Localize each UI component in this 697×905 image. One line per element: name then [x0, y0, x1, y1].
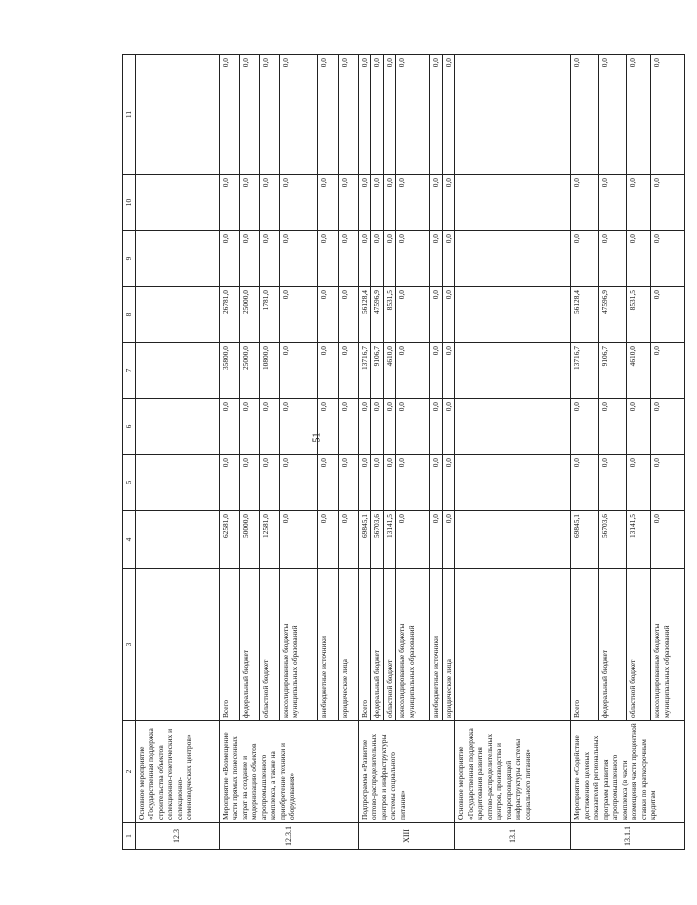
empty-cell [455, 399, 571, 455]
empty-cell [136, 55, 220, 175]
value-cell: 0,0 [442, 287, 454, 343]
value-cell: 0,0 [220, 55, 240, 175]
value-cell: 0,0 [430, 55, 442, 175]
value-cell: 1781,0 [260, 287, 280, 343]
empty-cell [455, 343, 571, 399]
value-cell: 0,0 [240, 399, 260, 455]
value-cell: 13141,5 [627, 511, 651, 569]
value-cell: 0,0 [318, 175, 339, 231]
value-cell: 62581,0 [220, 511, 240, 569]
value-cell: 0,0 [599, 399, 627, 455]
value-cell: 0,0 [627, 175, 651, 231]
value-cell: 0,0 [240, 231, 260, 287]
value-cell: 4610,0 [383, 343, 395, 399]
value-cell: 0,0 [260, 231, 280, 287]
column-number-header: 5 [123, 455, 136, 511]
value-cell: 0,0 [280, 231, 318, 287]
value-cell: 0,0 [240, 55, 260, 175]
value-cell: 0,0 [571, 399, 599, 455]
value-cell: 0,0 [371, 55, 383, 175]
empty-cell [136, 343, 220, 399]
value-cell: 0,0 [240, 175, 260, 231]
value-cell: 0,0 [599, 231, 627, 287]
value-cell: 8531,5 [383, 287, 395, 343]
value-cell: 0,0 [627, 455, 651, 511]
empty-cell [455, 287, 571, 343]
value-cell: 0,0 [651, 175, 685, 231]
group-code: 12.3.1 [220, 823, 359, 850]
value-cell: 0,0 [318, 287, 339, 343]
value-cell: 0,0 [442, 399, 454, 455]
column-number-row [123, 55, 136, 850]
funding-source: консолидированные бюджеты муниципальных образований [280, 569, 318, 721]
value-cell: 0,0 [371, 175, 383, 231]
funding-source: консолидированные бюджеты муниципальных образований [651, 569, 685, 721]
value-cell: 0,0 [220, 455, 240, 511]
value-cell: 0,0 [571, 175, 599, 231]
value-cell: 0,0 [280, 343, 318, 399]
value-cell: 69845,1 [359, 511, 371, 569]
value-cell: 0,0 [318, 399, 339, 455]
value-cell: 0,0 [651, 343, 685, 399]
funding-source: Всего [359, 569, 371, 721]
group-title: Мероприятие «Возмещение части прямых понесенных затрат на создание и модернизацию объектов агропромышленного комплекса, а также на приобретение техники и оборудования» [220, 721, 359, 823]
value-cell: 56128,4 [359, 287, 371, 343]
value-cell: 0,0 [339, 343, 359, 399]
value-cell: 0,0 [430, 231, 442, 287]
value-cell: 0,0 [260, 55, 280, 175]
value-cell: 0,0 [260, 399, 280, 455]
value-cell: 0,0 [396, 343, 430, 399]
column-number-header: 4 [123, 511, 136, 569]
funding-source: федеральный бюджет [371, 569, 383, 721]
value-cell: 56703,6 [599, 511, 627, 569]
funding-source: областной бюджет [260, 569, 280, 721]
column-number-header: 7 [123, 343, 136, 399]
group-code: 13.1 [455, 823, 571, 850]
group-code: 13.1.1 [571, 823, 685, 850]
value-cell: 35800,0 [220, 343, 240, 399]
value-cell: 0,0 [396, 175, 430, 231]
value-cell: 0,0 [318, 343, 339, 399]
value-cell: 0,0 [339, 455, 359, 511]
group-code: XIII [359, 823, 455, 850]
group-title: Основное мероприятие «Государственная поддержка строительства объектов селекционно-генетических и селекционно-семеноводческих центров» [136, 721, 220, 823]
value-cell: 0,0 [318, 511, 339, 569]
table-row [571, 55, 599, 850]
value-cell: 0,0 [396, 55, 430, 175]
value-cell: 13716,7 [571, 343, 599, 399]
empty-cell [455, 55, 571, 175]
group-title: Подпрограмма «Развитие оптово-распределительных центров и инфраструктуры системы социального питания» [359, 721, 455, 823]
group-title: Основное мероприятие «Государственная поддержка кредитования развития оптово-распределительных центров, производства и товаропроводящей инфраструктуры системы социального питания» [455, 721, 571, 823]
value-cell: 0,0 [651, 511, 685, 569]
group-row [136, 55, 220, 850]
value-cell: 0,0 [383, 55, 395, 175]
funding-source: федеральный бюджет [240, 569, 260, 721]
value-cell: 0,0 [339, 511, 359, 569]
funding-source: областной бюджет [383, 569, 395, 721]
empty-cell [455, 569, 571, 721]
value-cell: 0,0 [371, 399, 383, 455]
column-number-header: 3 [123, 569, 136, 721]
value-cell: 0,0 [383, 399, 395, 455]
value-cell: 0,0 [339, 55, 359, 175]
empty-cell [136, 175, 220, 231]
value-cell: 0,0 [383, 231, 395, 287]
column-number-header: 8 [123, 287, 136, 343]
value-cell: 9106,7 [599, 343, 627, 399]
value-cell: 0,0 [430, 455, 442, 511]
group-title: Мероприятие «Содействие достижению целевых показателей региональных программ развития агропромышленного комплекса (в части возмещения части процентной ставки по краткосрочным кредитам [571, 721, 685, 823]
empty-cell [455, 231, 571, 287]
value-cell: 69845,1 [571, 511, 599, 569]
value-cell: 0,0 [280, 287, 318, 343]
funding-source: внебюджетные источники [430, 569, 442, 721]
value-cell: 56128,4 [571, 287, 599, 343]
empty-cell [136, 569, 220, 721]
value-cell: 0,0 [396, 511, 430, 569]
value-cell: 0,0 [651, 399, 685, 455]
value-cell: 0,0 [442, 175, 454, 231]
value-cell: 0,0 [442, 511, 454, 569]
value-cell: 0,0 [442, 55, 454, 175]
table-row [220, 55, 240, 850]
column-number-header: 2 [123, 721, 136, 823]
budget-table [122, 54, 685, 850]
page-number: 51 [311, 432, 323, 443]
value-cell: 0,0 [651, 55, 685, 175]
budget-table-container [122, 55, 697, 850]
value-cell: 0,0 [442, 231, 454, 287]
value-cell: 0,0 [359, 455, 371, 511]
column-number-header: 11 [123, 55, 136, 175]
value-cell: 0,0 [599, 55, 627, 175]
value-cell: 0,0 [651, 455, 685, 511]
value-cell: 0,0 [280, 511, 318, 569]
value-cell: 26781,0 [220, 287, 240, 343]
value-cell: 0,0 [383, 175, 395, 231]
value-cell: 25000,0 [240, 343, 260, 399]
value-cell: 9106,7 [371, 343, 383, 399]
column-number-header: 9 [123, 231, 136, 287]
value-cell: 0,0 [339, 399, 359, 455]
empty-cell [455, 455, 571, 511]
funding-source: областной бюджет [627, 569, 651, 721]
value-cell: 0,0 [318, 231, 339, 287]
funding-source: юридические лица [442, 569, 454, 721]
value-cell: 0,0 [396, 399, 430, 455]
value-cell: 0,0 [430, 287, 442, 343]
value-cell: 0,0 [371, 231, 383, 287]
funding-source: федеральный бюджет [599, 569, 627, 721]
value-cell: 0,0 [359, 231, 371, 287]
value-cell: 0,0 [280, 55, 318, 175]
value-cell: 0,0 [318, 55, 339, 175]
value-cell: 8531,5 [627, 287, 651, 343]
value-cell: 0,0 [359, 399, 371, 455]
value-cell: 0,0 [220, 399, 240, 455]
empty-cell [455, 175, 571, 231]
value-cell: 0,0 [260, 175, 280, 231]
value-cell: 0,0 [260, 455, 280, 511]
column-number-header: 6 [123, 399, 136, 455]
value-cell: 0,0 [599, 175, 627, 231]
value-cell: 0,0 [359, 175, 371, 231]
value-cell: 13716,7 [359, 343, 371, 399]
value-cell: 0,0 [383, 455, 395, 511]
value-cell: 0,0 [280, 399, 318, 455]
value-cell: 0,0 [339, 287, 359, 343]
value-cell: 0,0 [430, 511, 442, 569]
value-cell: 0,0 [396, 287, 430, 343]
column-number-header: 10 [123, 175, 136, 231]
value-cell: 13141,5 [383, 511, 395, 569]
value-cell: 47596,9 [371, 287, 383, 343]
funding-source: внебюджетные источники [318, 569, 339, 721]
value-cell: 4610,0 [627, 343, 651, 399]
funding-source: Всего [571, 569, 599, 721]
value-cell: 0,0 [627, 399, 651, 455]
value-cell: 0,0 [220, 175, 240, 231]
value-cell: 0,0 [651, 231, 685, 287]
group-row [455, 55, 571, 850]
value-cell: 0,0 [571, 231, 599, 287]
empty-cell [136, 455, 220, 511]
value-cell: 0,0 [627, 55, 651, 175]
table-row [359, 55, 371, 850]
value-cell: 0,0 [371, 455, 383, 511]
value-cell: 0,0 [430, 343, 442, 399]
value-cell: 0,0 [280, 455, 318, 511]
value-cell: 0,0 [339, 175, 359, 231]
funding-source: Всего [220, 569, 240, 721]
empty-cell [136, 231, 220, 287]
empty-cell [136, 511, 220, 569]
value-cell: 0,0 [430, 175, 442, 231]
value-cell: 0,0 [339, 231, 359, 287]
empty-cell [455, 511, 571, 569]
group-code: 12.3 [136, 823, 220, 850]
value-cell: 0,0 [280, 175, 318, 231]
value-cell: 0,0 [571, 55, 599, 175]
value-cell: 0,0 [220, 231, 240, 287]
value-cell: 0,0 [318, 455, 339, 511]
value-cell: 50000,0 [240, 511, 260, 569]
funding-source: консолидированные бюджеты муниципальных образований [396, 569, 430, 721]
value-cell: 0,0 [359, 55, 371, 175]
value-cell: 0,0 [430, 399, 442, 455]
funding-source: юридические лица [339, 569, 359, 721]
value-cell: 47596,9 [599, 287, 627, 343]
value-cell: 0,0 [396, 231, 430, 287]
value-cell: 10800,0 [260, 343, 280, 399]
value-cell: 0,0 [651, 287, 685, 343]
value-cell: 0,0 [571, 455, 599, 511]
value-cell: 0,0 [442, 455, 454, 511]
value-cell: 0,0 [442, 343, 454, 399]
value-cell: 0,0 [627, 231, 651, 287]
empty-cell [136, 287, 220, 343]
empty-cell [136, 399, 220, 455]
value-cell: 0,0 [599, 455, 627, 511]
value-cell: 12581,0 [260, 511, 280, 569]
value-cell: 25000,0 [240, 287, 260, 343]
value-cell: 56703,6 [371, 511, 383, 569]
value-cell: 0,0 [396, 455, 430, 511]
column-number-header: 1 [123, 823, 136, 850]
value-cell: 0,0 [240, 455, 260, 511]
